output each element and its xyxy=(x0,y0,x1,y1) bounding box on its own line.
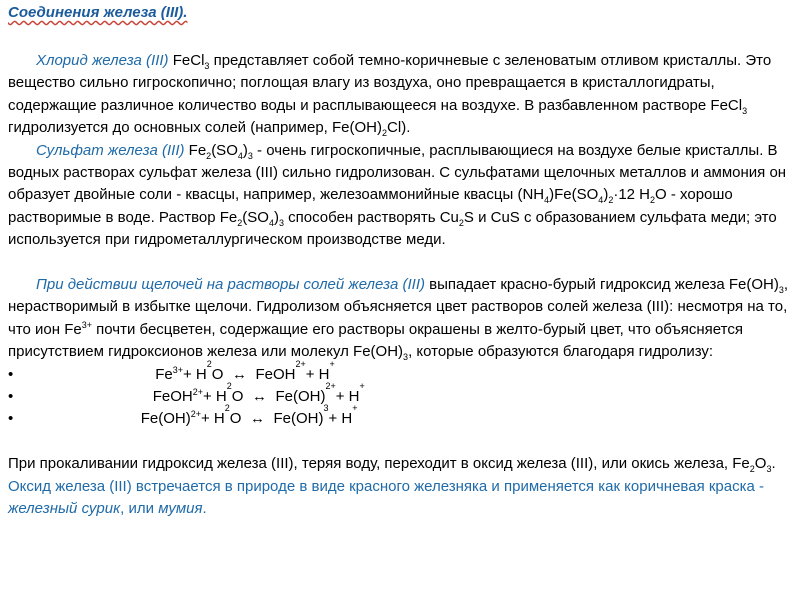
subscript: 3 xyxy=(323,403,329,414)
superscript: 3+ xyxy=(81,319,92,330)
subscript: 3 xyxy=(278,217,284,228)
equation-left xyxy=(78,408,201,430)
text-run: Fe xyxy=(155,365,173,383)
superscript: 2+ xyxy=(190,409,201,420)
bullet: • xyxy=(8,410,14,428)
text-run: Fe xyxy=(184,141,207,159)
text-run: ) xyxy=(242,141,248,159)
subscript: 4 xyxy=(268,217,274,228)
equation-row xyxy=(8,381,796,408)
subscript: 4 xyxy=(237,150,243,161)
bullet: • xyxy=(8,365,14,383)
equation-row xyxy=(8,358,796,386)
text-run: ) xyxy=(273,208,279,226)
subscript: 2 xyxy=(382,128,388,139)
text-run: O xyxy=(754,455,767,473)
text-run: O xyxy=(229,410,242,428)
subscript: 3 xyxy=(742,105,748,116)
highlight-text: Оксид железа (III) встречается в природе в виде красного железняка и применяется как коричневая краска - xyxy=(8,477,764,495)
subscript: 2 xyxy=(226,381,232,392)
text-run: FeCl xyxy=(168,52,205,69)
term-mummy-pigment: мумия xyxy=(158,500,203,518)
subscript: 2 xyxy=(237,217,243,228)
text-run: + H xyxy=(201,410,225,428)
text-run: почти бесцветен, содержащие его растворы окрашены в желто-бурый цвет, что объясняется присутствием гидроксионов железа или молекул Fe(OH) xyxy=(8,320,743,361)
term-iron-minium: железный сурик xyxy=(8,500,121,518)
equation-left xyxy=(78,386,203,408)
text-run: S и CuS с образованием сульфата меди; это используется при гидрометаллургическом производстве меди. xyxy=(8,208,777,249)
superscript: 2+ xyxy=(325,381,336,392)
superscript: 2+ xyxy=(295,358,306,369)
superscript: + xyxy=(352,403,358,414)
text-run: FeOH xyxy=(255,365,296,383)
term-ferric-chloride: Хлорид железа (III) xyxy=(36,52,169,69)
text-run: O - хорошо растворимые в воде. Раствор Fe xyxy=(8,186,733,226)
subscript: 3 xyxy=(247,150,253,161)
paragraph-calcination xyxy=(8,453,796,520)
subscript: 4 xyxy=(598,195,604,206)
spacer xyxy=(8,252,796,274)
document-body xyxy=(8,50,796,521)
term-alkali-action: При действии щелочей на растворы солей железа (III) xyxy=(36,276,425,294)
highlight-text: . xyxy=(202,500,207,518)
superscript: 2+ xyxy=(192,387,203,398)
text-run: . xyxy=(771,455,776,473)
page-title: Соединения железа (III). xyxy=(8,4,188,21)
spacer xyxy=(8,431,796,453)
subscript: 2 xyxy=(458,217,464,228)
superscript: 3+ xyxy=(172,364,183,375)
subscript: 3 xyxy=(766,464,772,475)
subscript: 2 xyxy=(224,403,230,414)
text-run: При прокаливании гидроксид железа (III), теряя воду, переходит в оксид железа (III), или окись железа, Fe xyxy=(8,455,750,473)
text-run: способен растворять Cu xyxy=(284,208,459,226)
superscript: + xyxy=(329,358,335,369)
text-run: ) xyxy=(603,186,609,204)
text-run: гидролизуется до основных солей (например, Fe(OH) xyxy=(8,119,383,137)
text-run: , нерастворимый в избытке щелочи. Гидролизом объясняется цвет растворов солей железа (III): несмотря на то, что ион Fe xyxy=(8,276,789,338)
text-run: + H xyxy=(305,365,330,383)
subscript: 3 xyxy=(403,352,409,363)
equilibrium-arrow-icon: ↔ xyxy=(251,388,267,406)
text-run: FeOH xyxy=(152,388,193,406)
text-run: Cl). xyxy=(387,119,411,137)
highlight-text: , или xyxy=(120,500,155,518)
paragraph-ferric-chloride xyxy=(8,50,796,140)
text-run: выпадает красно-бурый гидроксид железа Fe(OH) xyxy=(425,276,779,294)
text-run: Fe(OH) xyxy=(273,410,324,428)
text-run: + H xyxy=(183,365,207,383)
text-run: ·12 H xyxy=(613,186,651,204)
text-run: Fe(OH) xyxy=(140,410,191,428)
text-run: O xyxy=(231,388,244,406)
text-run: (SO xyxy=(242,208,269,226)
paragraph-alkali-action xyxy=(8,274,796,364)
subscript: 2 xyxy=(650,195,656,206)
equation-row xyxy=(8,403,796,430)
term-ferric-sulfate: Сульфат железа (III) xyxy=(36,141,185,159)
subscript: 2 xyxy=(749,464,755,475)
text-run: (SO xyxy=(211,141,238,159)
subscript: 3 xyxy=(778,285,784,296)
text-run: + H xyxy=(328,410,353,428)
text-run: - очень гигроскопичные, расплывающиеся на воздухе белые кристаллы. В водных растворах сульфат железа (III) сильно гидролизован. С сульфатами щелочных металлов и аммония он образует двойные соли - квасцы, например, железоаммонийные квасцы (NH xyxy=(8,141,787,204)
paragraph-ferric-sulfate xyxy=(8,140,796,252)
subscript: 2 xyxy=(608,195,614,206)
subscript: 2 xyxy=(206,150,212,161)
subscript: 2 xyxy=(206,358,212,369)
subscript: 3 xyxy=(204,61,210,71)
equilibrium-arrow-icon: ↔ xyxy=(249,410,265,428)
text-run: )Fe(SO xyxy=(549,186,599,204)
text-run: Fe(OH) xyxy=(275,388,326,406)
text-run: представляет собой темно-коричневые с зеленоватым отливом кристаллы. Это вещество сильно гигроскопично; поглощая влагу из воздуха, оно превращается в кристаллогидраты, содержащие различное количество воды и расплывающееся на воздухе. В разбавленном растворе FeCl xyxy=(8,52,772,114)
superscript: + xyxy=(359,381,365,392)
text-run: O xyxy=(211,365,224,383)
text-run: , которые образуются благодаря гидролизу: xyxy=(408,343,714,361)
text-run: + H xyxy=(203,388,227,406)
bullet: • xyxy=(8,388,14,406)
equation-left xyxy=(78,364,183,386)
text-run: + H xyxy=(335,388,360,406)
subscript: 4 xyxy=(544,195,550,206)
equilibrium-arrow-icon: ↔ xyxy=(231,365,247,383)
